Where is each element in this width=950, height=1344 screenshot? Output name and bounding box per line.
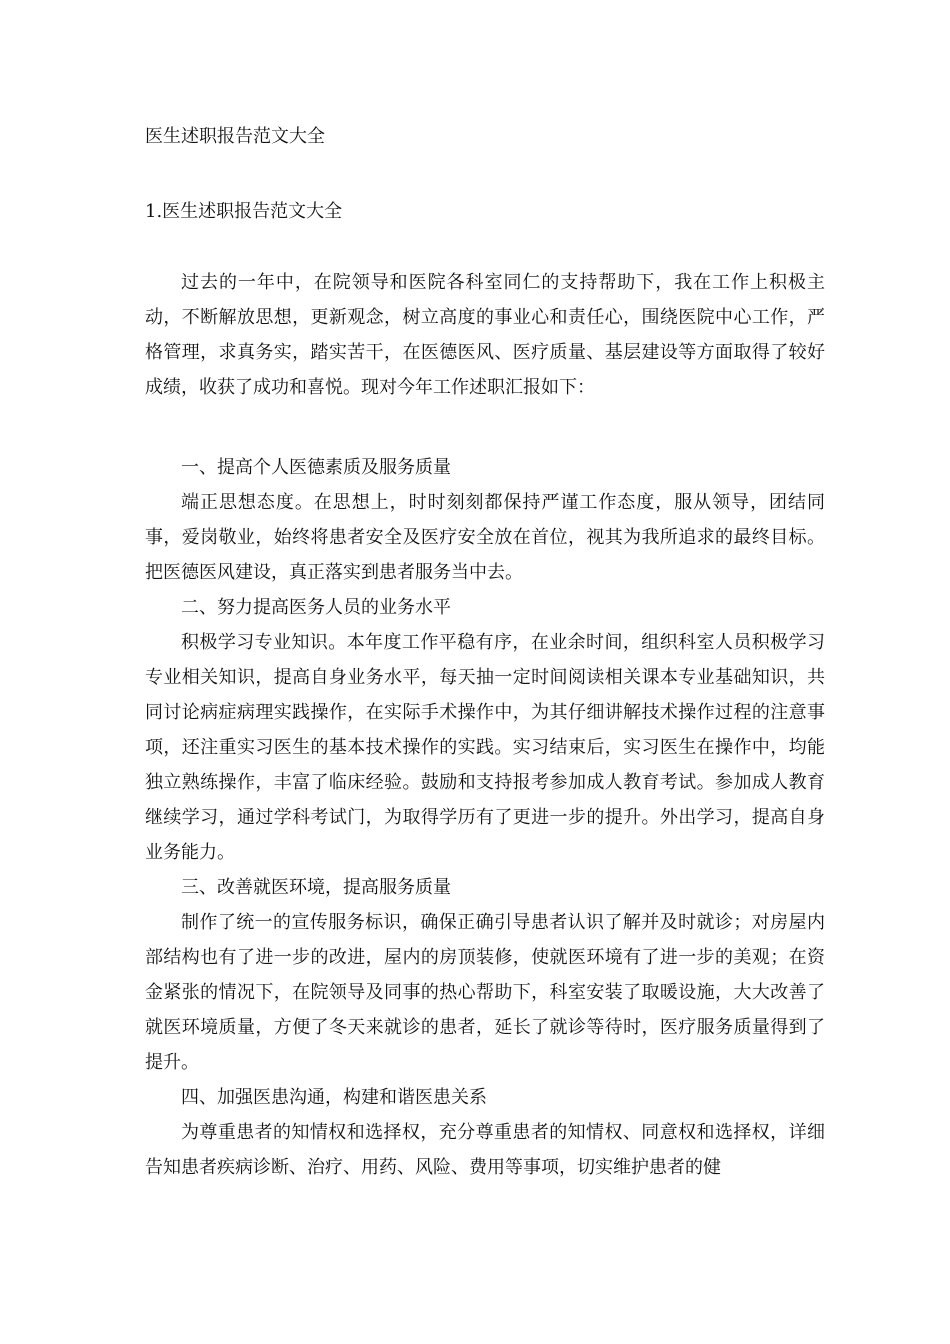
section-body-4: 为尊重患者的知情权和选择权，充分尊重患者的知情权、同意权和选择权，详细告知患者疾病诊断、治疗、用药、风险、费用等事项，切实维护患者的健 xyxy=(145,1122,825,1178)
intro-paragraph-block xyxy=(145,265,825,405)
section-heading-2: 二、努力提高医务人员的业务水平 xyxy=(181,597,451,618)
section-body-3: 制作了统一的宣传服务标识，确保正确引导患者认识了解并及时就诊；对房屋内部结构也有了进一步的改进，屋内的房顶装修，使就医环境有了进一步的美观；在资金紧张的情况下，在院领导及同事的热心帮助下，科室安装了取暖设施，大大改善了就医环境质量，方便了冬天来就诊的患者，延长了就诊等待时，医疗服务质量得到了提升。 xyxy=(145,912,825,1073)
section-body-1: 端正思想态度。在思想上，时时刻刻都保持严谨工作态度，服从领导，团结同事，爱岗敬业，始终将患者安全及医疗安全放在首位，视其为我所追求的最终目标。把医德医风建设，真正落实到患者服务当中去。 xyxy=(145,492,825,583)
intro-paragraph: 过去的一年中，在院领导和医院各科室同仁的支持帮助下，我在工作上积极主动，不断解放思想，更新观念，树立高度的事业心和责任心，围绕医院中心工作，严格管理，求真务实，踏实苦干，在医德医风、医疗质量、基层建设等方面取得了较好成绩，收获了成功和喜悦。现对今年工作述职汇报如下： xyxy=(145,272,825,398)
document-title: 医生述职报告范文大全 xyxy=(145,126,325,147)
section-heading-3: 三、改善就医环境，提高服务质量 xyxy=(181,877,451,898)
section-heading-4: 四、加强医患沟通，构建和谐医患关系 xyxy=(181,1087,487,1108)
report-content xyxy=(145,450,825,1185)
section-title: 1.医生述职报告范文大全 xyxy=(145,201,343,222)
section-heading-1: 一、提高个人医德素质及服务质量 xyxy=(181,457,451,478)
section-body-2: 积极学习专业知识。本年度工作平稳有序，在业余时间，组织科室人员积极学习专业相关知识，提高自身业务水平，每天抽一定时间阅读相关课本专业基础知识，共同讨论病症病理实践操作，在实际手术操作中，为其仔细讲解技术操作过程的注意事项，还注重实习医生的基本技术操作的实践。实习结束后，实习医生在操作中，均能独立熟练操作，丰富了临床经验。鼓励和支持报考参加成人教育考试。参加成人教育继续学习，通过学科考试门，为取得学历有了更进一步的提升。外出学习，提高自身业务能力。 xyxy=(145,632,825,863)
